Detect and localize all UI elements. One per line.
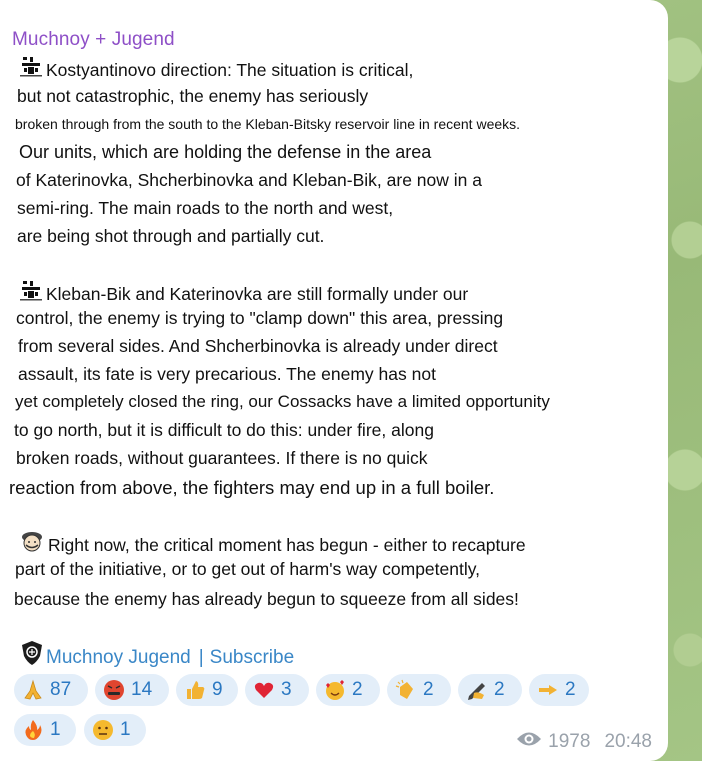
paragraph-line: of Katerinovka, Shcherbinovka and Kleban-Bik, are now in a [16,170,482,190]
cossack-face-icon [18,530,46,559]
reaction-writing-hand[interactable]: 2 [458,674,522,706]
message-time: 20:48 [604,731,652,752]
writing-hand-icon [466,679,488,701]
reaction-praying-hands[interactable]: 87 [14,674,88,706]
smiling-hearts-face-icon [324,679,346,701]
paragraph-line: reaction from above, the fighters may end up in a full boiler. [9,477,495,498]
footer-separator: | [198,647,204,668]
eye-icon [516,730,542,754]
view-count: 1978 [548,731,591,752]
paragraph-line: broken roads, without guarantees. If there is no quick [16,448,428,468]
reaction-clapping-hands[interactable]: 2 [387,674,451,706]
message-meta [516,730,652,754]
paragraph-line: are being shot through and partially cut. [17,226,325,246]
paragraph-line: but not catastrophic, the enemy has seriously [17,86,369,106]
footer-link-row [20,640,294,672]
reaction-angry-face[interactable]: 14 [95,674,169,706]
paragraph-line: yet completely closed the ring, our Cossacks have a limited opportunity [15,392,550,411]
paragraph-line: because the enemy has already begun to squeeze from all sides! [14,589,519,609]
subscribe-link[interactable]: Subscribe [209,647,295,668]
fire-icon [22,719,44,741]
reaction-smiling-hearts[interactable]: 2 [316,674,380,706]
neutral-face-icon [92,719,114,741]
paragraph-line: Kleban-Bik and Katerinovka are still formally under our [18,279,468,308]
paragraph-line: semi-ring. The main roads to the north and west, [17,198,394,218]
paragraph-line: Kostyantinovo direction: The situation is critical, [18,55,413,84]
clapping-hands-icon [395,679,417,701]
paragraph-line: Right now, the critical moment has begun - either to recapture [18,530,526,559]
reaction-neutral-face[interactable]: 1 [84,714,146,746]
paragraph-line: to go north, but it is difficult to do this: under fire, along [14,420,434,440]
reaction-fire[interactable]: 1 [14,714,76,746]
paragraph-line: control, the enemy is trying to "clamp down" this area, pressing [16,308,504,328]
shield-emblem-icon [20,640,44,672]
reaction-heart[interactable]: 3 [245,674,309,706]
paragraph-line: Our units, which are holding the defense in the area [19,142,432,162]
reaction-pointing-hand[interactable]: 2 [529,674,589,706]
praying-hands-icon [22,679,44,701]
paragraph-line: assault, its fate is very precarious. The enemy has not [18,364,436,384]
paragraph-line: from several sides. And Shcherbinovka is already under direct [18,336,498,356]
angry-face-icon [103,679,125,701]
military-emblem-icon [18,55,44,84]
pointing-hand-icon [537,679,559,701]
paragraph-line: broken through from the south to the Kleban-Bitsky reservoir line in recent weeks. [15,116,521,132]
heart-icon [253,679,275,701]
paragraph-line: part of the initiative, or to get out of harm's way competently, [15,559,481,579]
thumbs-up-icon [184,679,206,701]
reaction-thumbs-up[interactable]: 9 [176,674,238,706]
channel-link[interactable]: Muchnoy Jugend [46,647,191,668]
military-emblem-icon [18,279,44,308]
channel-name[interactable]: Muchnoy + Jugend [12,29,175,50]
